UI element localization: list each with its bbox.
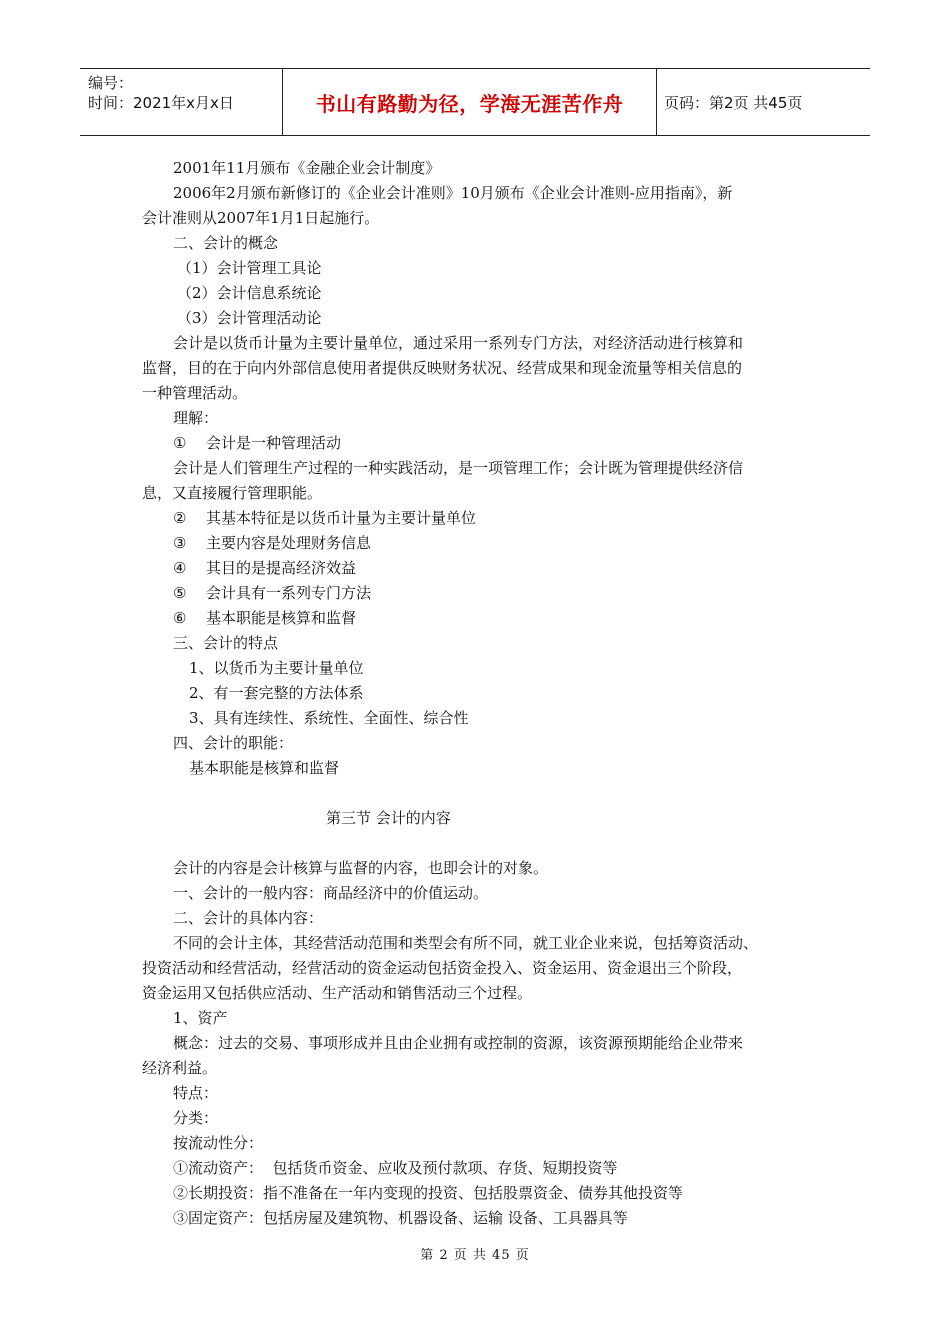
paragraph: 概念：过去的交易、事项形成并且由企业拥有或控制的资源，该资源预期能给企业带来 bbox=[173, 1034, 744, 1052]
list-item bbox=[142, 506, 817, 531]
paragraph: 监督，目的在于向内外部信息使用者提供反映财务状况、经营成果和现金流量等相关信息的 bbox=[142, 359, 743, 377]
list-item: （1）会计管理工具论 bbox=[177, 259, 322, 277]
list-marker: ⑤ bbox=[173, 584, 187, 602]
paragraph: 二、会计的具体内容： bbox=[173, 909, 324, 927]
heading-assets: 1、资产 bbox=[173, 1009, 228, 1027]
list-item: （2）会计信息系统论 bbox=[177, 284, 322, 302]
spacer bbox=[142, 781, 817, 806]
list-item: 2、有一套完整的方法体系 bbox=[189, 684, 364, 702]
paragraph: 会计是以货币计量为主要计量单位，通过采用一系列专门方法，对经济活动进行核算和 bbox=[173, 334, 744, 352]
number-label: 编号： bbox=[88, 74, 134, 92]
header-divider bbox=[656, 69, 657, 135]
paragraph: 分类： bbox=[173, 1109, 219, 1127]
section-title: 第三节 会计的内容 bbox=[326, 809, 451, 827]
header-meta bbox=[88, 73, 284, 113]
list-item-text: 主要内容是处理财务信息 bbox=[206, 534, 372, 552]
heading-concept: 二、会计的概念 bbox=[173, 234, 279, 252]
list-item-text: 其基本特征是以货币计量为主要计量单位 bbox=[206, 509, 477, 527]
list-item: ③固定资产：包括房屋及建筑物、机器设备、运输 设备、工具器具等 bbox=[173, 1209, 628, 1227]
list-item-text: 其目的是提高经济效益 bbox=[206, 559, 357, 577]
paragraph: 会计的内容是会计核算与监督的内容，也即会计的对象。 bbox=[173, 859, 549, 877]
paragraph: 资金运用又包括供应活动、生产活动和销售活动三个过程。 bbox=[142, 984, 533, 1002]
heading-functions: 四、会计的职能： bbox=[173, 734, 294, 752]
list-marker: ① bbox=[173, 434, 187, 452]
list-marker: ④ bbox=[173, 559, 187, 577]
paragraph: 会计准则从2007年1月1日起施行。 bbox=[142, 209, 380, 227]
time-label: 时间：2021年x月x日 bbox=[88, 94, 234, 112]
paragraph: 投资活动和经营活动，经营活动的资金运动包括资金投入、资金运用、资金退出三个阶段， bbox=[142, 959, 743, 977]
list-item: ②长期投资：指不准备在一年内变现的投资、包括股票资金、债券其他投资等 bbox=[173, 1184, 684, 1202]
list-marker: ③ bbox=[173, 534, 187, 552]
heading-features: 三、会计的特点 bbox=[173, 634, 279, 652]
list-item: （3）会计管理活动论 bbox=[177, 309, 322, 327]
paragraph: 2001年11月颁布《金融企业会计制度》 bbox=[173, 159, 441, 177]
list-item bbox=[142, 556, 817, 581]
list-item bbox=[142, 431, 817, 456]
paragraph: 按流动性分： bbox=[173, 1134, 264, 1152]
list-item: ①流动资产： 包括货币资金、应收及预付款项、存货、短期投资等 bbox=[173, 1159, 618, 1177]
paragraph: 2006年2月颁布新修订的《企业会计准则》10月颁布《企业会计准则-应用指南》，新 bbox=[173, 184, 733, 202]
list-item: 3、具有连续性、系统性、全面性、综合性 bbox=[189, 709, 469, 727]
list-marker: ⑥ bbox=[173, 609, 187, 627]
paragraph: 不同的会计主体，其经营活动范围和类型会有所不同，就工业企业来说，包括筹资活动、 bbox=[173, 934, 759, 952]
list-item bbox=[142, 581, 817, 606]
page-footer: 第 2 页 共 45 页 bbox=[420, 1248, 530, 1263]
paragraph: 特点： bbox=[173, 1084, 219, 1102]
page-header bbox=[80, 68, 870, 136]
list-item bbox=[142, 606, 817, 631]
paragraph: 经济利益。 bbox=[142, 1059, 218, 1077]
paragraph: 一、会计的一般内容：商品经济中的价值运动。 bbox=[173, 884, 489, 902]
header-motto: 书山有路勤为径，学海无涯苦作舟 bbox=[315, 91, 624, 116]
spacer bbox=[142, 831, 817, 856]
list-item-text: 会计具有一系列专门方法 bbox=[206, 584, 372, 602]
header-page-info: 页码：第2页 共45页 bbox=[664, 93, 803, 112]
list-item-text: 会计是一种管理活动 bbox=[206, 434, 342, 452]
document-body bbox=[142, 156, 817, 1231]
paragraph: 会计是人们管理生产过程的一种实践活动，是一项管理工作；会计既为管理提供经济信 bbox=[173, 459, 744, 477]
paragraph: 息，又直接履行管理职能。 bbox=[142, 484, 323, 502]
paragraph: 一种管理活动。 bbox=[142, 384, 248, 402]
list-item: 1、以货币为主要计量单位 bbox=[189, 659, 364, 677]
list-item-text: 基本职能是核算和监督 bbox=[206, 609, 357, 627]
list-item bbox=[142, 531, 817, 556]
paragraph: 理解： bbox=[173, 409, 219, 427]
list-marker: ② bbox=[173, 509, 187, 527]
paragraph: 基本职能是核算和监督 bbox=[189, 759, 340, 777]
